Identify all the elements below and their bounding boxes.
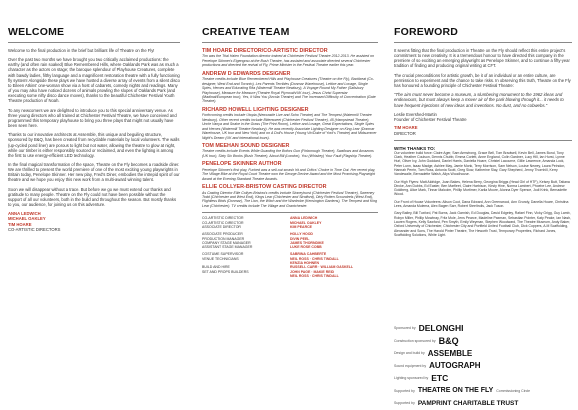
credit-name: KENZIA HOHNEN: [290, 260, 320, 265]
sponsor-label: Supported by: [394, 388, 415, 393]
credit-role: ASSOCIATE DIRECTOR: [202, 224, 241, 229]
quote-attribution: Leslie Evershed-Martin: [394, 111, 437, 117]
creative-divider: [202, 42, 378, 43]
creative-people-list: [202, 48, 378, 208]
foreword-quote: "The aim must never become a museum, a slumbering monument to the 1962 ideas and endeavours, but must always keep a mover air of the park blowing through it... it needs to have frequent injections of new ideas and inventions. No dust, and no cobwebs.": [394, 92, 564, 108]
sponsor-suffix: Commissioning Circle: [496, 388, 531, 393]
credit-role-spacer: [202, 274, 290, 278]
credit-name: NEIL ROSS · CHRIS TINDALL: [290, 256, 339, 261]
sponsor-row: [394, 322, 572, 335]
welcome-paragraph: In the final magical transformation of the space, Theatre on the Fly becomes a roadside diner. We are thrilled to present the world premiere of one of the most exciting young playwrights in Britain today, Penelope Skinner. Her new play, Fred's Diner, embodies the intrepid spirit of our theatre and we hope you enjoy this new work from a multi-award winning talent.: [8, 161, 180, 183]
signatory-name: MICHAEL OAKLEY: [8, 216, 46, 222]
welcome-paragraph: Welcome to the final production in the brief but brilliant life of Theatre on the Fly!: [8, 48, 155, 53]
credit-role: ASSISTANT STAGE MANAGER: [202, 245, 253, 250]
sponsor-logo: ETC: [431, 373, 449, 384]
foreword-sign-role: DIRECTOR: [394, 130, 416, 136]
sponsor-row: [394, 335, 572, 348]
person-title: RICHARD HOWELL LIGHTING DESIGNER: [202, 106, 309, 113]
welcome-heading: WELCOME: [8, 26, 65, 38]
thanks-heading: WITH THANKS TO:: [394, 145, 436, 151]
welcome-paragraph: To any newcomers we are delighted to introduce you to this special anniversary venue. As three young directors who all trained at Chichester Festival Theatre, we have conceived and programmed this temporary playhouse to bring you three plays that might not usually have been seen here.: [8, 107, 177, 129]
signatory-name: ANNA LEDWICH: [8, 211, 41, 217]
sponsor-label: Sound equipment by: [394, 363, 427, 368]
person-title: PENELOPE SKINNER AUTHOR: [202, 161, 282, 168]
person-bio: Forthcoming credits include Utopia (Newcastle Live and Soho Theatre) and The Tempest (Watermill Theatre Newbury). Other recent credits include Bittersweet (Chichester Festival Theatre), 45 (Hampstead Theatre), Uncle Vanya and Snake in the Grass (The Print Room), Lettice and Lovage, Great Expectations, Single Spies and Heroes (Watermill Theatre Newbury). He was recently Associate Lighting Designer on King Lear (Donmar Warehouse, UK tour and New York) and on A Doll's House (Young Vic/Duke of York's Theatre) and Midsummer Night's Dream (UK and international tours).: [202, 113, 377, 140]
credit-role: ASSOCIATE PRODUCER: [202, 232, 243, 237]
foreword-paragraph: The crucial preconditions for artistic growth, be it of an individual or an entire culture, are permission to experiment and the chance to take risks. In observing this truth, Theatre on the Fly has honoured a founding principle of Chichester Festival Theatre:: [394, 72, 571, 88]
credits-names: [290, 216, 378, 278]
thanks-divider: [394, 140, 572, 141]
sponsor-logo: AUTOGRAPH: [429, 361, 481, 371]
signatory-name: TIM HOARE: [8, 221, 32, 227]
person-bio: Theatre credits include Events While Guarding the Bofors Gun (Finborough Theatre), Swallows and Amazons (UK tour), Sixty Six Books (Bush Theatre), About Bill (London), You (Whiskey) Your Fault (Flagship Theatre).: [202, 149, 374, 158]
person-bio: As Casting Director Ellie Collyer-Bristow's credits include Stoneyhurst (Chichester Festival Theatre), Sweeney Todd (Chichester and West End), Kings Lear (Chichester and Stratford), Dirty Rotten Scoundrels (West End), Flightless Birds (Donmar), The Lion, the Witch and the Wardrobe (Kensington Gardens), The Tempest and King Lear (Chichester). TV credits include The Village and Grantchester.: [202, 190, 378, 208]
quote-attribution-role: Founder of Chichester Festival Theatre: [394, 117, 467, 123]
person-bio: Tim was the Trial Halen Foundation director trained at Chichester Festival Theatre 2012-2013. He assisted on Penelope Skinner's Eigengrau at the Bush Theatre, has assisted and associate directed several Chichester productions and directed the revival of Fly, Prime Minister in the Festival Theatre earlier this year.: [202, 54, 375, 68]
credit-name: HOLLY HOOD: [290, 232, 313, 237]
thanks-paragraph: Our Front of House Volunteers: Alison Coot, Dana Edward, Ann Greenwood, Ann Grundy, Danella Hoare, Christina Lees, Amanda Mulema, Alex Bagen Sarr, Robert Steeltrolls, Jack Tuson.: [394, 199, 569, 209]
sponsor-row: [394, 347, 572, 360]
credit-name: JAMES THORNDIKE: [290, 240, 324, 245]
credit-role: CO-ARTISTIC DIRECTOR: [202, 216, 244, 221]
sponsor-label: Construction sponsored by: [394, 338, 436, 343]
credit-name: NEIL ROSS · CHRIS TINDALL: [290, 273, 339, 278]
foreword-divider: [394, 42, 572, 43]
foreword-heading: FOREWORD: [394, 26, 459, 38]
welcome-sign-role: CO-ARTISTIC DIRECTORS: [8, 226, 61, 232]
thanks-paragraph: Our volunteer build force: Claire Ager, Sam Armstrong, Grace Bell, Tom Bradwell, Kevin Bell, James Bond, Tony Clark, Heather Coulson, Dennis Chubb, Emma Corlett, Anne England, Colin Gardner, Lucy Hill, Ian Hurst, Lynne Hurl, Oliver Ivy, John Goddard, Daniel Harris, Daniella Hoare, Christel Lacourne, Gillie Lawrence, Amanda Lock, Peter Lunn, Isaac Madge, Ashlee May, Jamie Monk, Terry Morrison, Sam Nelson, Louise Newey, Laura Peindon, Hannah Perrin, Tom Ross, Antonia Scott, Greg Siow, Katherine Slay, Gary Shepherd, Jenny Thornhill, Kerry Vandewalle, Bernadette Walsh, Ailys Woodhouse.: [394, 150, 566, 177]
welcome-paragraph: Soon we will disappear without a trace. But before we go we must extend our thanks and gratitude to many people. Theatre on the Fly could not have been possible without the support of all our volunteers, both in the build and throughout the season. But mostly thanks to you, our audience, for joining us on this adventure.: [8, 186, 177, 208]
sponsor-row: [394, 385, 572, 398]
person-title: ANDREW D EDWARDS DESIGNER: [202, 70, 291, 77]
credit-name: SABRINA CAHBERTE: [290, 252, 327, 257]
credit-role: CO-ARTISTIC DIRECTOR: [202, 220, 244, 225]
credit-name: MICHAEL OAKLEY: [290, 220, 322, 225]
credit-name: DIVIN PEEL: [290, 236, 310, 241]
sponsor-label: Supported by: [394, 401, 415, 406]
person-title: TIM HOARE DIRECTOR/CO-ARTISTIC DIRECTOR: [202, 48, 328, 54]
welcome-signatures: [8, 211, 180, 227]
credits-roles: [202, 216, 290, 278]
credit-name: KIM PEARCE: [290, 224, 312, 229]
credit-role: BUILD AND HIRE: [202, 265, 230, 270]
welcome-body: [8, 48, 180, 207]
sponsor-logo: ASSEMBLE: [427, 348, 473, 358]
thanks-body: [394, 151, 572, 237]
credit-name: RUSSELL CARR · WILLIAM GASKELL: [290, 265, 354, 270]
credit-role: COMPANY STAGE MANAGER: [202, 240, 251, 245]
welcome-divider: [8, 42, 180, 43]
welcome-paragraph: Thanks to our innovative architects at Assemble, this unique and beguiling structure, sponsored by B&Q, has been created from recyclable materials by local volunteers. The walls (up-cycled pond liner) are porous to light but not water, allowing the theatre to glow at night, while our timber is either responsibly sourced or reclaimed, and even the lighting is among the first to use energy-efficient LED technology.: [8, 132, 180, 158]
credit-role: COSTUME SUPERVISOR: [202, 252, 244, 257]
person-bio: Penelope Skinner's first play, Fucked was a sell-out smash hit and Critics' Choice in Time Out. Her recent play, The Village Bike at the Royal Court Theatre won the George Devine Award and the Most Promising Playwright Award at the Evening Standard Theatre Awards.: [202, 167, 376, 181]
sponsor-label: Lighting sponsored by: [394, 376, 429, 381]
sponsor-label: Design and build by: [394, 351, 425, 356]
thanks-paragraph: Gary Bailey, Bill Tuxford, Pat Burns, Jack Garnish, Ed Douglas, David Edgeley, Rafael Finn, Vicky Grigg, Guy Lamb, Robyn Miller, Phillip Mowbray, Fritz Mole, Jens Pearce, Madeline Paxman, Sebastian Pointer, Katy Peake, Ian Nash, Lauren Rogers, Kelly Sawford, Pen Smyth, Emily Weyman, Stephen Woodward, The Theatre Museum, Andy Baker, Oxford University of Chichester, Chichester City and Portfield United Football Club, Dick Coppers, A.M Scaffolding, Alexander and Sons, The Harold Pinter Theatre, The Heworth Trust, Temporary Properties, Richard Jones, Scaffolding Solutions, White Light.: [394, 211, 572, 237]
person-bio: Theatre credits include Blue Remembered Hills and Playhouse Creatures (Theatre on the Fly), Backbeat (Co-designer, West End and Toronto), Les Parents Terribles (Donmar Warehouse), Lettice and Lovage, Single Spies, Heroes and Educating Rita (Watermill Theatre Newbury), A Voyage Round My Father (Salisbury Playhouse), Measure for Measure (Theatre Royal Plymouth/UK tour), Jesus Christ Superstar (Madinat/European tour), Yes, It Was You (Arcola Theatre) and The Increased Difficulty of Concentration (Gate Theatre).: [202, 77, 376, 104]
credit-role: PRODUCTION MANAGER: [202, 236, 245, 241]
sponsor-row: [394, 360, 572, 373]
foreword-signatory: TIM HOARE: [394, 125, 418, 131]
person-title: ELLIE COLLYER-BRISTOW CASTING DIRECTOR: [202, 184, 327, 191]
foreword-body: [394, 48, 572, 88]
welcome-column: [0, 0, 190, 408]
creative-team-column: [190, 0, 384, 408]
credits-table: [202, 212, 378, 278]
credit-role: VENUE TECHNICIANS: [202, 256, 239, 261]
sponsor-logo: B&Q: [438, 335, 459, 346]
thanks-paragraph: Our High Flyers: Matt Aldridge, Joan Bakes, Helena Berry, Georgina Briggs (Head Girl of HTF), Kelsey Butt, Tatiana Dircke, Ann Dubbs, Ed Easter, Ben Marfleet, Claire Harbison, Kirsty Hine, Norma Lambert, Phoebe Lee, Andrew Goldberg, Alice Mark, Tinnar Malcolm, Phillip Mortimer, Karlia Moore, Alonna Dyer Spence, Jodi Krink, Bernadette Wood.: [394, 179, 570, 197]
sponsor-list: [394, 322, 572, 410]
person-title: TOM MEEHAN SOUND DESIGNER: [202, 143, 290, 150]
foreword-paragraph: It seems fitting that the final production in Theatre on the Fly should reflect this entire project's commitment to new creativity. It is a tremendous honour to have directed this company in the premiere of so exciting an emerging playwright as Penelope Skinner, and to continue a fifty-year tradition of finding and producing original writing at CFT.: [394, 48, 570, 69]
sponsor-logo: DELONGHI: [418, 323, 464, 334]
sponsor-logo: PAMPRINT CHARITABLE TRUST: [417, 399, 519, 407]
credit-name: JOHN PAGE · MAKIE REID: [290, 269, 335, 274]
credit-role: SET AND PROPS BUILDERS: [202, 269, 249, 274]
sponsor-row: [394, 372, 572, 385]
creative-team-heading: CREATIVE TEAM: [202, 26, 290, 38]
credit-name: ANNA LEDWICH: [290, 216, 318, 221]
credit-name: LUKE ROSE COBB: [290, 245, 322, 250]
sponsor-label: Sponsored by: [394, 326, 416, 331]
sponsor-logo: THEATRE ON THE FLY: [417, 387, 494, 395]
welcome-paragraph: Over the past two months we have brought you two critically acclaimed productions: the earthy (and often rain soaked) Blue Remembered Hills, where Oaklands Park was as much a character as the actors on stage; the baroque splendour of Playhouse Creatures, complete with bawdy ladies, filthy language and a magnificent restoration theatre with a fully functioning fly system! Alongside these plays we have hosted a diverse array of events from a silent disco to Eileen Atkins' one-woman show via a host of cabarets, comedy nights and readings. Many of you may also have noticed dozens of animals prowling the slopes of Oaklands Park (and executing some nifty disco dance moves), thanks to the beautiful Chichester Festival Youth Theatre production of Noah.: [8, 57, 180, 104]
